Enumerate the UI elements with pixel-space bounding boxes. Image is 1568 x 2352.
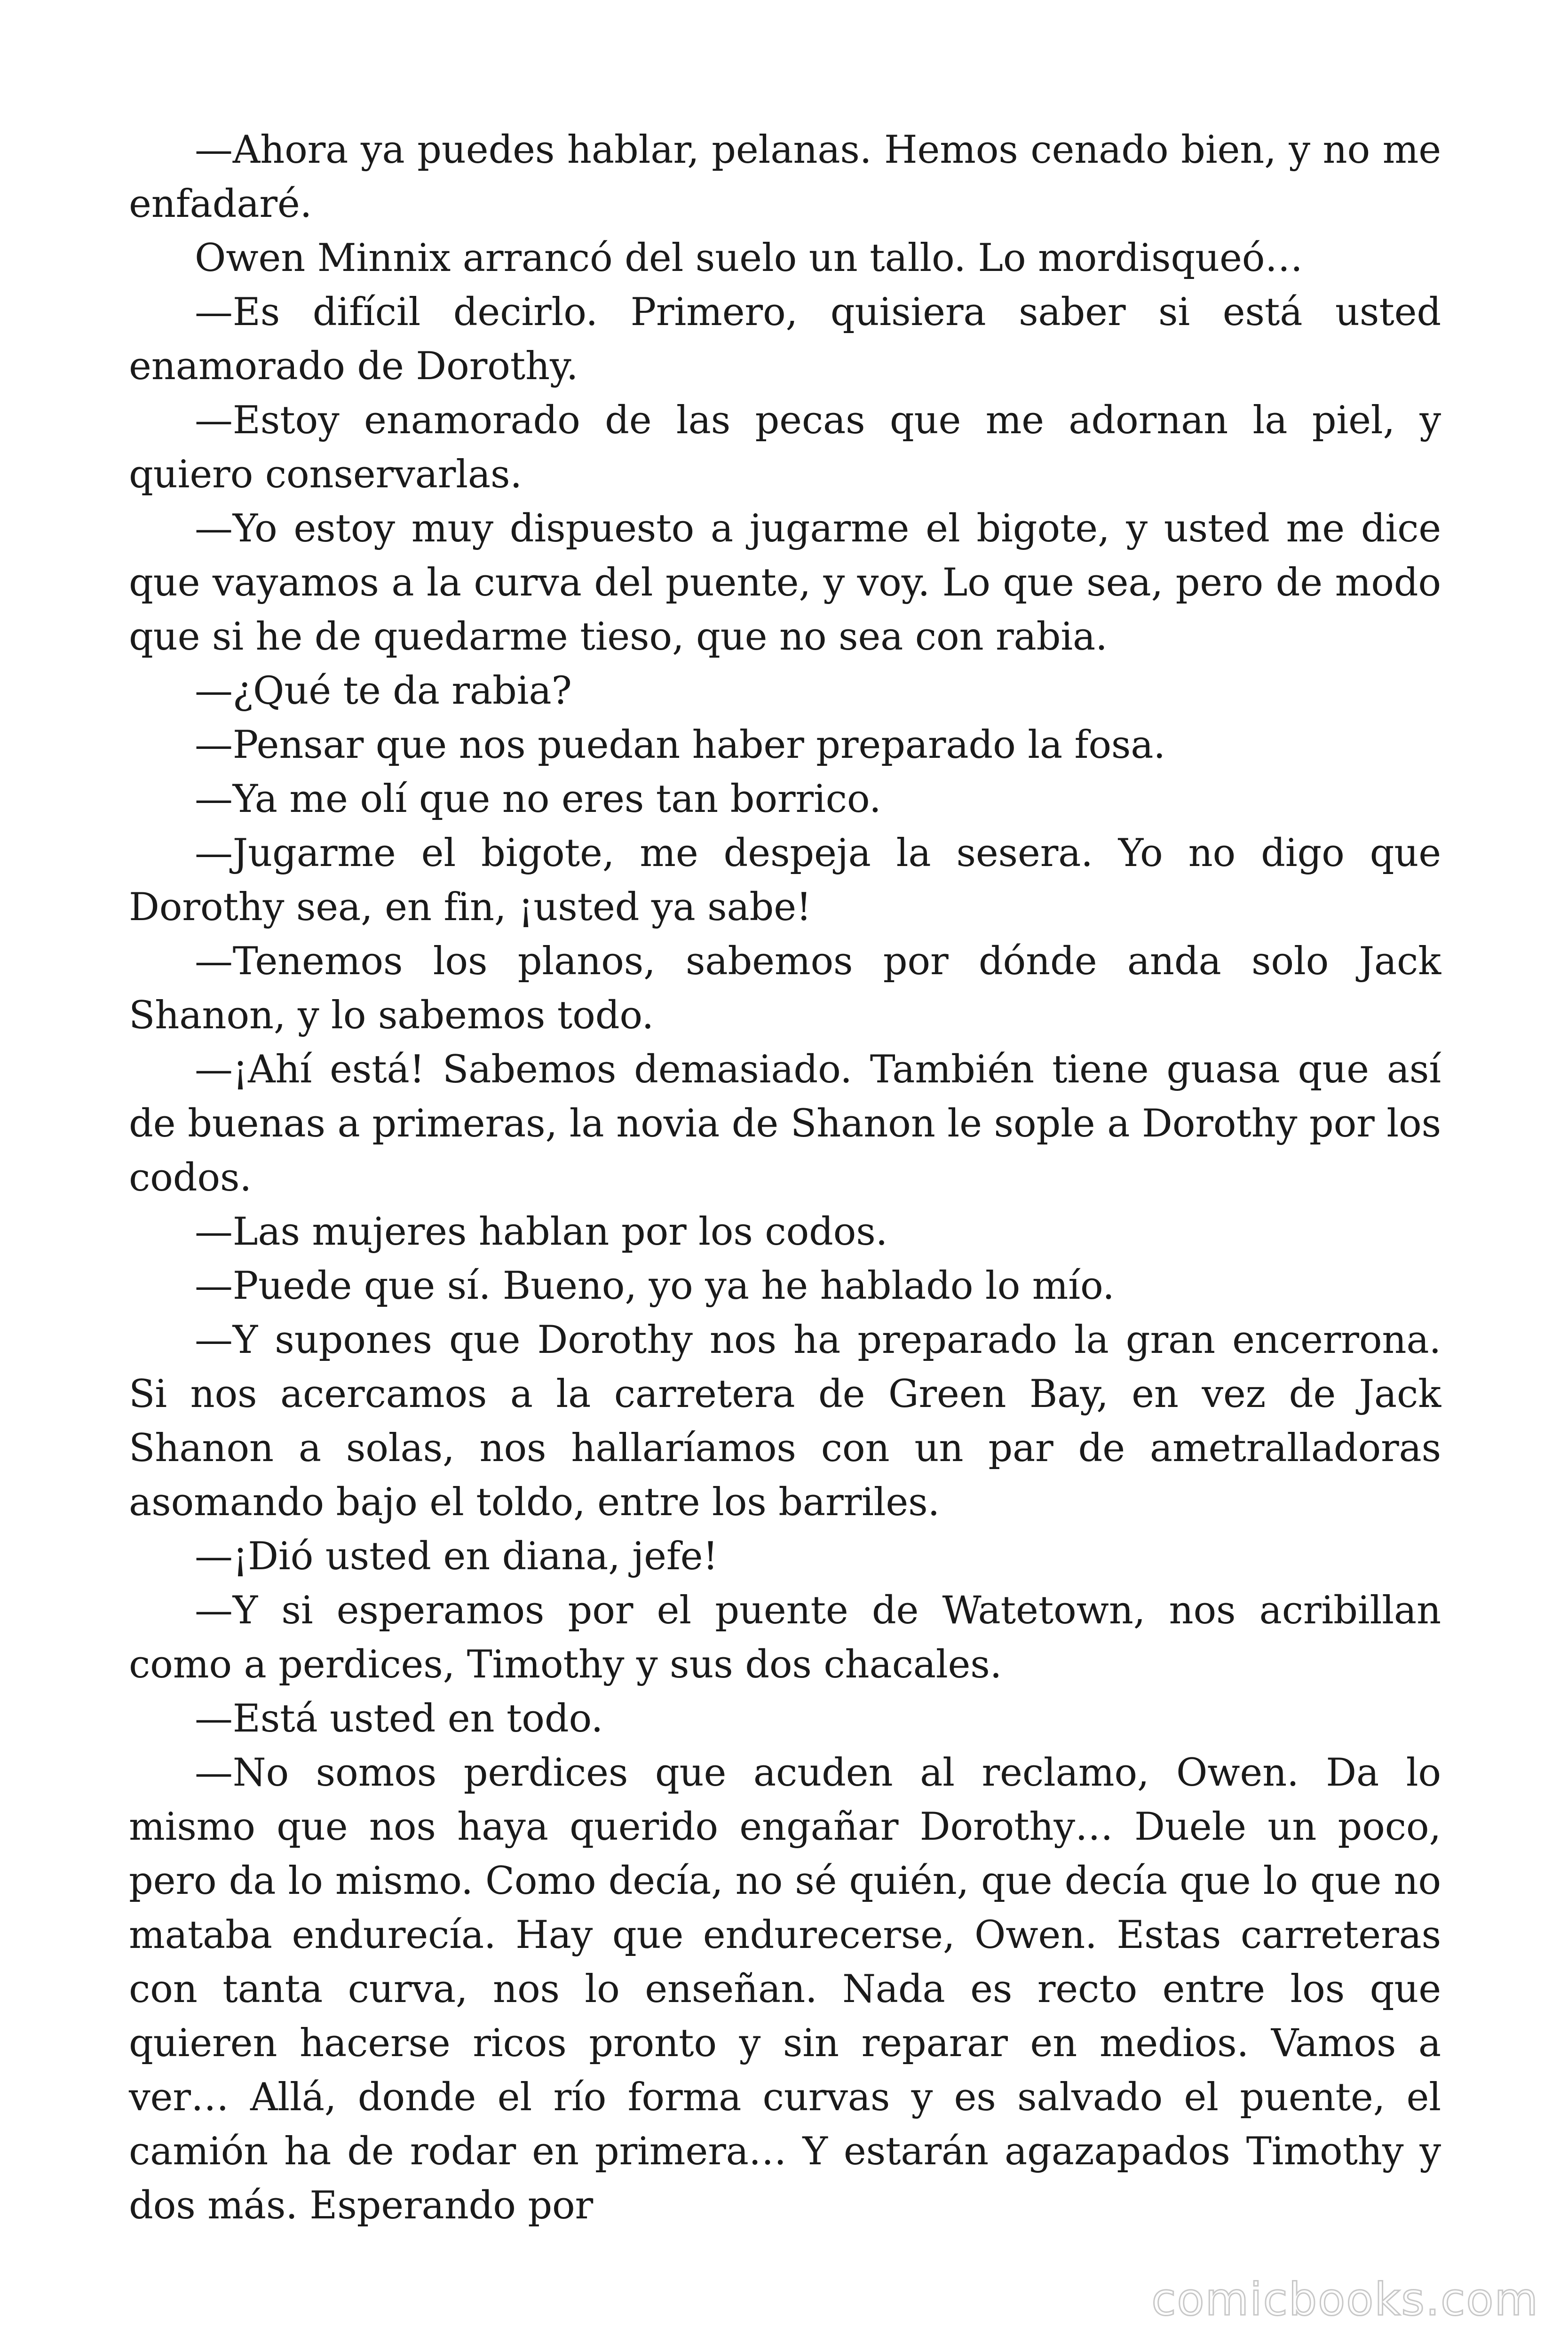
paragraph: —Ahora ya puedes hablar, pelanas. Hemos cenado bien, y no me enfadaré. (129, 128, 1441, 226)
paragraph: —No somos perdices que acuden al reclamo, Owen. Da lo mismo que nos haya querido engañar Dorothy… Duele un poco, pero da lo mismo. Como decía, no sé quién, que decía que lo que no mataba endurecía. Hay que endurecerse, Owen. Estas carreteras con tanta curva, nos lo enseñan. Nada es recto entre los que quieren hacerse ricos pronto y sin reparar en medios. Vamos a ver… Allá, donde el río forma curvas y es salvado el puente, el camión ha de rodar en primera… Y estarán agazapados Timothy y dos más. Esperando por (129, 1751, 1441, 2228)
paragraph: —¡Dió usted en diana, jefe! (195, 1534, 718, 1579)
paragraph: —Es difícil decirlo. Primero, quisiera saber si está usted enamorado de Dorothy. (129, 290, 1441, 389)
paragraph: —¡Ahí está! Sabemos demasiado. También tiene guasa que así de buenas a primeras, la novia de Shanon le sople a Dorothy por los codos. (129, 1048, 1441, 1200)
paragraph: —Tenemos los planos, sabemos por dónde anda solo Jack Shanon, y lo sabemos todo. (129, 939, 1441, 1038)
paragraph: —Yo estoy muy dispuesto a jugarme el bigote, y usted me dice que vayamos a la curva del puente, y voy. Lo que sea, pero de modo que si he de quedarme tieso, que no sea con rabia. (129, 507, 1441, 659)
paragraph: —Y si esperamos por el puente de Watetown, nos acribillan como a perdices, Timothy y sus dos chacales. (129, 1589, 1441, 1687)
paragraph: —Ya me olí que no eres tan borrico. (195, 777, 881, 821)
paragraph: —Pensar que nos puedan haber preparado la fosa. (195, 723, 1165, 767)
paragraph: —Y supones que Dorothy nos ha preparado la gran encerrona. Si nos acercamos a la carretera de Green Bay, en vez de Jack Shanon a solas, nos hallaríamos con un par de ametralladoras asomando bajo el toldo, entre los barriles. (129, 1318, 1441, 1525)
paragraph: —Puede que sí. Bueno, yo ya he hablado lo mío. (195, 1264, 1115, 1308)
paragraph: —Estoy enamorado de las pecas que me adornan la piel, y quiero conservarlas. (129, 398, 1441, 497)
watermark: comicbooks.com (1151, 2274, 1539, 2326)
paragraph: Owen Minnix arrancó del suelo un tallo. Lo mordisqueó… (195, 236, 1303, 280)
paragraph: —Las mujeres hablan por los codos. (195, 1210, 888, 1254)
paragraph: —Jugarme el bigote, me despeja la sesera. Yo no digo que Dorothy sea, en fin, ¡usted ya sabe! (129, 831, 1441, 930)
paragraph: —¿Qué te da rabia? (195, 669, 572, 713)
paragraph: —Está usted en todo. (195, 1697, 603, 1741)
body-text (129, 123, 1441, 2233)
